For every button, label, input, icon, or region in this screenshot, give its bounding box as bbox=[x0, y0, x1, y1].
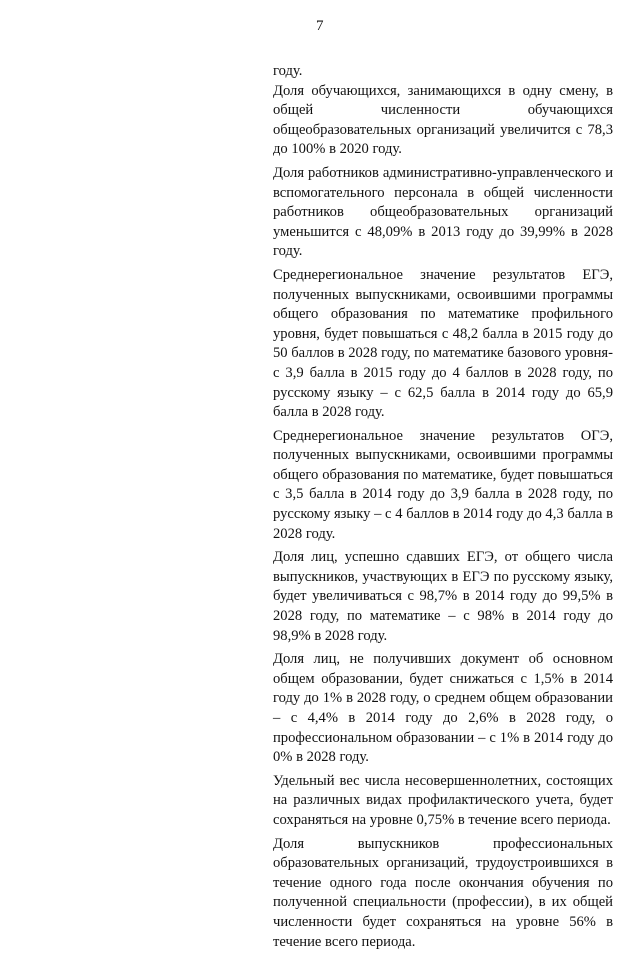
paragraph-ege-pass-share: Доля лиц, успешно сдавших ЕГЭ, от общего числа выпускников, участвующих в ЕГЭ по русскому языку, будет увеличиваться с 98,7% в 2014 году до 99,5% в 2028 году, по математике – с 98% в 2014 году до 98,9% в 2028 году. bbox=[273, 549, 617, 644]
paragraph-minors-registered: Удельный вес числа несовершеннолетних, состоящих на различных видах профилактического учета, будет сохраняться на уровне 0,75% в течение всего периода. bbox=[273, 772, 617, 828]
paragraph-no-document-share: Доля лиц, не получивших документ об основном общем образовании, будет снижаться с 1,5% в 2014 году до 1% в 2028 году, о среднем общем образовании – с 4,4% в 2014 году до 2,6% в 2028 году, о профессиональном образовании – с 1% в 2014 году до 0% в 2028 году. bbox=[273, 651, 617, 766]
paragraph-graduates-employed: Доля выпускников профессиональных образовательных организаций, трудоустроившихся в течение одного года после окончания обучения по полученной специальности (профессии), в их общей численности будет сохраняться на уровне 56% в течение всего периода. bbox=[273, 835, 617, 950]
page-number: 7 bbox=[316, 18, 324, 34]
paragraph-ege-results: Среднерегиональное значение результатов ЕГЭ, полученных выпускниками, освоившими программы общего образования по математике профильного уровня, будет повышаться с 48,2 балла в 2015 году до 50 баллов в 2028 году, по математике базового уровня-с 3,9 балла в 2015 году до 4 баллов в 2028 году, по русскому языку – с 62,5 балла в 2014 году до 65,9 балла в 2028 году. bbox=[273, 266, 617, 421]
paragraph-oge-results: Среднерегиональное значение результатов ОГЭ, полученных выпускниками, освоившими программы общего образования по математике, будет повышаться с 3,5 балла в 2014 году до 3,9 балла в 2028 году, по русскому языку – с 4 баллов в 2014 году до 4,3 балла в 2028 году. bbox=[273, 427, 617, 542]
paragraph-continuation: году. bbox=[273, 63, 303, 79]
document-body bbox=[273, 62, 617, 956]
paragraph-single-shift-share: Доля обучающихся, занимающихся в одну смену, в общей численности обучающихся общеобразовательных организаций увеличится с 78,3 до 100% в 2020 году. bbox=[273, 82, 617, 158]
paragraph-admin-staff-share: Доля работников административно-управленческого и вспомогательного персонала в общей численности работников общеобразовательных организаций уменьшится с 48,09% в 2013 году до 39,99% в 2028 году. bbox=[273, 164, 617, 260]
